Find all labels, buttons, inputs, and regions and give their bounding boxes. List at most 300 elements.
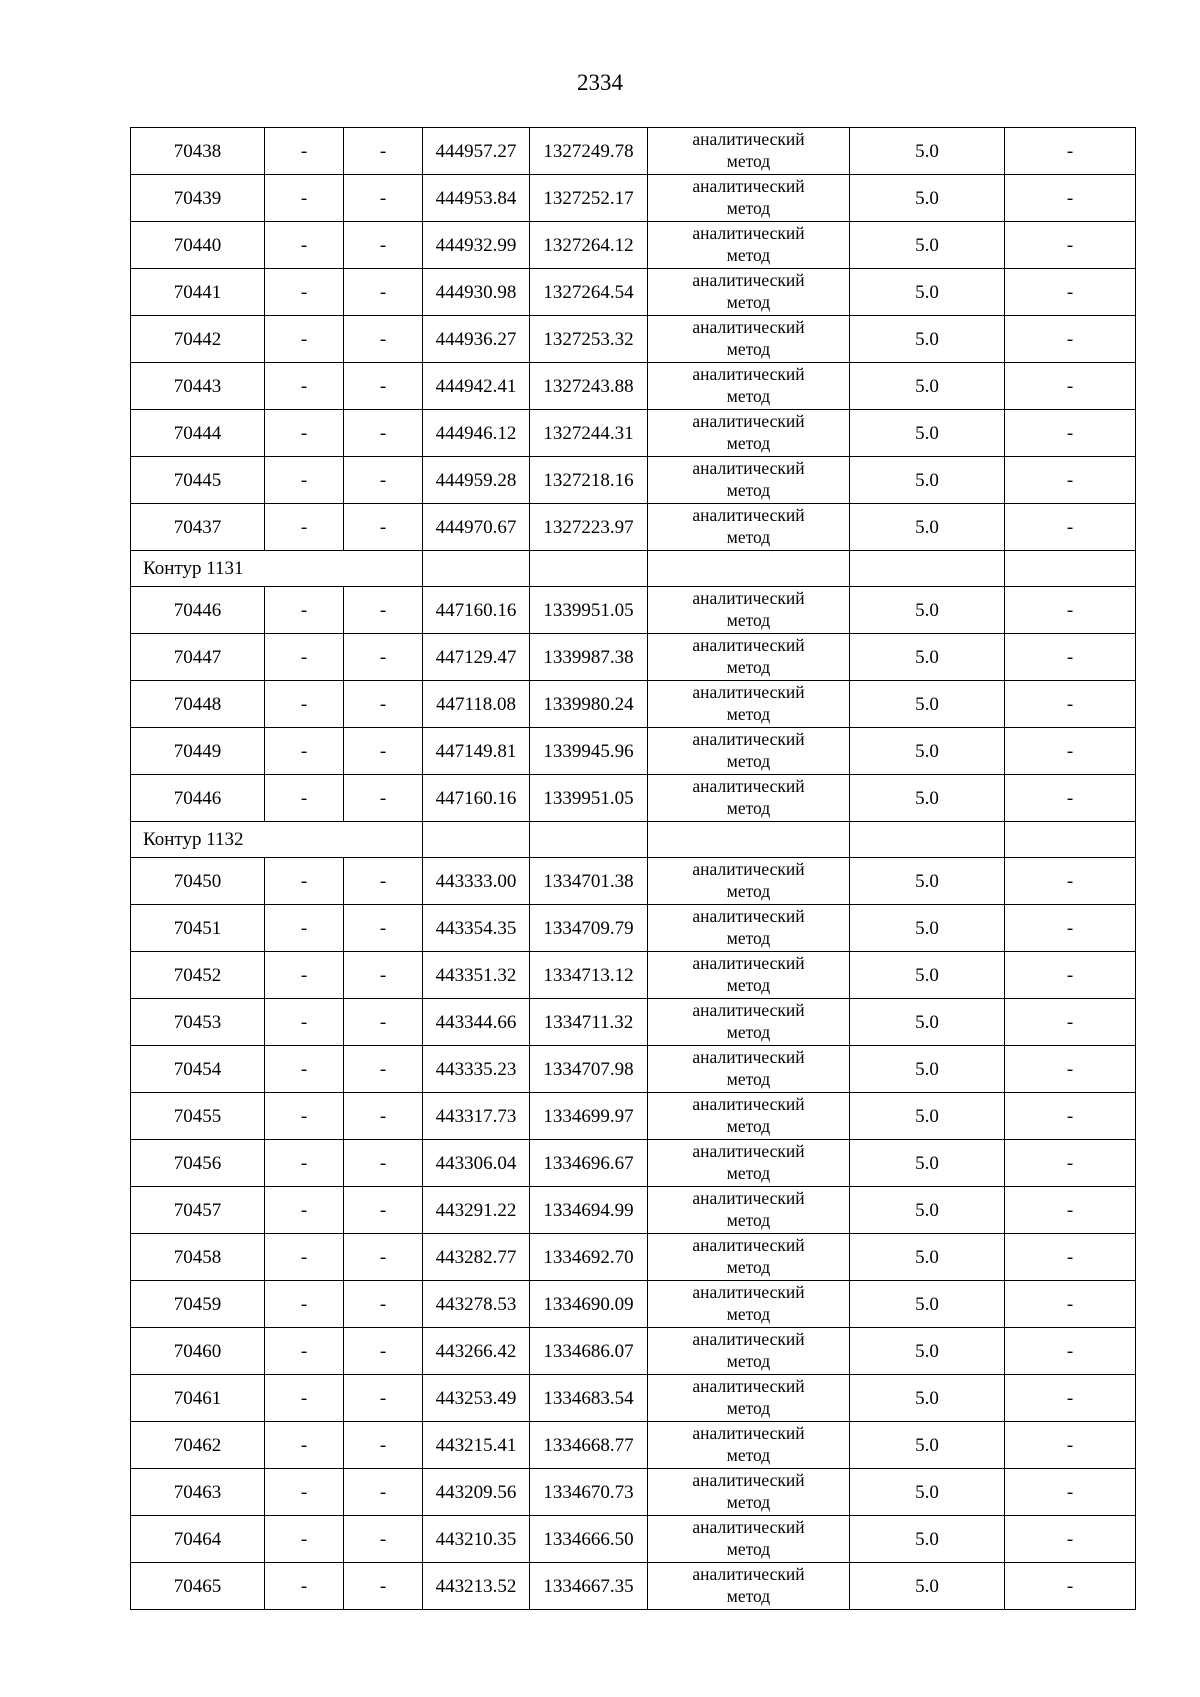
point-id-cell: 70456	[131, 1140, 265, 1187]
dash-cell: -	[344, 457, 423, 504]
point-id-cell: 70463	[131, 1469, 265, 1516]
method-line-1: аналитический	[692, 1376, 805, 1397]
table-row	[131, 175, 1136, 222]
point-id-cell: 70444	[131, 410, 265, 457]
table-row	[131, 222, 1136, 269]
y-coordinate-cell: 1334701.38	[530, 858, 648, 905]
x-coordinate-cell: 444942.41	[423, 363, 530, 410]
method-cell	[648, 1422, 850, 1469]
dash-cell: -	[1005, 952, 1136, 999]
dash-cell: -	[344, 775, 423, 822]
table-row	[131, 905, 1136, 952]
dash-cell: -	[344, 858, 423, 905]
dash-cell: -	[1005, 1328, 1136, 1375]
x-coordinate-cell: 443278.53	[423, 1281, 530, 1328]
y-coordinate-cell: 1327244.31	[530, 410, 648, 457]
dash-cell: -	[1005, 457, 1136, 504]
y-coordinate-cell: 1334692.70	[530, 1234, 648, 1281]
method-line-1: аналитический	[692, 953, 805, 974]
method-cell	[648, 952, 850, 999]
dash-cell: -	[344, 999, 423, 1046]
dash-cell: -	[344, 504, 423, 551]
y-coordinate-cell: 1327264.54	[530, 269, 648, 316]
point-id-cell: 70438	[131, 128, 265, 175]
accuracy-cell: 5.0	[850, 1234, 1005, 1281]
y-coordinate-cell: 1334683.54	[530, 1375, 648, 1422]
accuracy-cell: 5.0	[850, 999, 1005, 1046]
point-id-cell: 70452	[131, 952, 265, 999]
method-line-1: аналитический	[692, 270, 805, 291]
y-coordinate-cell: 1334667.35	[530, 1563, 648, 1610]
method-line-2: метод	[726, 1210, 771, 1230]
method-line-1: аналитический	[692, 1047, 805, 1068]
dash-cell: -	[344, 1328, 423, 1375]
accuracy-cell: 5.0	[850, 728, 1005, 775]
x-coordinate-cell: 443335.23	[423, 1046, 530, 1093]
accuracy-cell: 5.0	[850, 1375, 1005, 1422]
method-line-2: метод	[726, 704, 771, 724]
x-coordinate-cell: 443333.00	[423, 858, 530, 905]
x-coordinate-cell: 447160.16	[423, 587, 530, 634]
y-coordinate-cell: 1339945.96	[530, 728, 648, 775]
dash-cell: -	[265, 1469, 344, 1516]
method-line-2: метод	[726, 1492, 771, 1512]
table-row	[131, 1469, 1136, 1516]
empty-cell	[530, 551, 648, 587]
dash-cell: -	[344, 316, 423, 363]
empty-cell	[530, 822, 648, 858]
y-coordinate-cell: 1334711.32	[530, 999, 648, 1046]
empty-cell	[648, 551, 850, 587]
dash-cell: -	[265, 222, 344, 269]
method-line-1: аналитический	[692, 1000, 805, 1021]
dash-cell: -	[1005, 128, 1136, 175]
dash-cell: -	[1005, 858, 1136, 905]
page-number: 2334	[577, 70, 623, 95]
method-line-2: метод	[726, 1069, 771, 1089]
method-line-2: метод	[726, 610, 771, 630]
table-row	[131, 1140, 1136, 1187]
accuracy-cell: 5.0	[850, 1422, 1005, 1469]
table-row	[131, 504, 1136, 551]
method-line-2: метод	[726, 657, 771, 677]
x-coordinate-cell: 444930.98	[423, 269, 530, 316]
dash-cell: -	[344, 1046, 423, 1093]
dash-cell: -	[344, 175, 423, 222]
method-line-2: метод	[726, 1257, 771, 1277]
point-id-cell: 70465	[131, 1563, 265, 1610]
x-coordinate-cell: 447149.81	[423, 728, 530, 775]
method-cell	[648, 1469, 850, 1516]
method-line-2: метод	[726, 386, 771, 406]
x-coordinate-cell: 447160.16	[423, 775, 530, 822]
y-coordinate-cell: 1327223.97	[530, 504, 648, 551]
x-coordinate-cell: 443210.35	[423, 1516, 530, 1563]
method-line-2: метод	[726, 798, 771, 818]
dash-cell: -	[344, 952, 423, 999]
method-line-1: аналитический	[692, 682, 805, 703]
dash-cell: -	[265, 1140, 344, 1187]
accuracy-cell: 5.0	[850, 363, 1005, 410]
x-coordinate-cell: 443354.35	[423, 905, 530, 952]
y-coordinate-cell: 1327253.32	[530, 316, 648, 363]
method-line-2: метод	[726, 928, 771, 948]
dash-cell: -	[265, 175, 344, 222]
method-cell	[648, 222, 850, 269]
table-row	[131, 728, 1136, 775]
point-id-cell: 70460	[131, 1328, 265, 1375]
dash-cell: -	[265, 858, 344, 905]
method-cell	[648, 1328, 850, 1375]
table-row	[131, 1234, 1136, 1281]
table-row	[131, 681, 1136, 728]
dash-cell: -	[1005, 1516, 1136, 1563]
table-row	[131, 128, 1136, 175]
point-id-cell: 70450	[131, 858, 265, 905]
section-label: Контур 1131	[131, 551, 423, 587]
y-coordinate-cell: 1339980.24	[530, 681, 648, 728]
method-line-2: метод	[726, 151, 771, 171]
dash-cell: -	[265, 1375, 344, 1422]
method-line-2: метод	[726, 1116, 771, 1136]
method-line-1: аналитический	[692, 729, 805, 750]
accuracy-cell: 5.0	[850, 1046, 1005, 1093]
dash-cell: -	[1005, 905, 1136, 952]
method-line-2: метод	[726, 1445, 771, 1465]
dash-cell: -	[344, 1422, 423, 1469]
accuracy-cell: 5.0	[850, 775, 1005, 822]
method-cell	[648, 1375, 850, 1422]
y-coordinate-cell: 1327252.17	[530, 175, 648, 222]
y-coordinate-cell: 1334686.07	[530, 1328, 648, 1375]
dash-cell: -	[1005, 222, 1136, 269]
method-line-2: метод	[726, 339, 771, 359]
method-cell	[648, 634, 850, 681]
dash-cell: -	[265, 1187, 344, 1234]
point-id-cell: 70454	[131, 1046, 265, 1093]
method-line-1: аналитический	[692, 223, 805, 244]
table-row	[131, 1375, 1136, 1422]
x-coordinate-cell: 443351.32	[423, 952, 530, 999]
dash-cell: -	[344, 128, 423, 175]
dash-cell: -	[265, 728, 344, 775]
method-line-2: метод	[726, 245, 771, 265]
method-line-1: аналитический	[692, 906, 805, 927]
empty-cell	[423, 551, 530, 587]
table-body	[131, 128, 1136, 1610]
method-line-2: метод	[726, 975, 771, 995]
x-coordinate-cell: 444932.99	[423, 222, 530, 269]
dash-cell: -	[265, 587, 344, 634]
dash-cell: -	[1005, 1234, 1136, 1281]
method-cell	[648, 728, 850, 775]
method-line-1: аналитический	[692, 364, 805, 385]
method-line-2: метод	[726, 198, 771, 218]
y-coordinate-cell: 1327243.88	[530, 363, 648, 410]
dash-cell: -	[1005, 1563, 1136, 1610]
method-line-1: аналитический	[692, 1517, 805, 1538]
table-row	[131, 363, 1136, 410]
method-cell	[648, 410, 850, 457]
method-line-2: метод	[726, 881, 771, 901]
method-line-1: аналитический	[692, 411, 805, 432]
method-line-1: аналитический	[692, 588, 805, 609]
point-id-cell: 70457	[131, 1187, 265, 1234]
dash-cell: -	[1005, 1281, 1136, 1328]
method-line-1: аналитический	[692, 176, 805, 197]
dash-cell: -	[344, 410, 423, 457]
dash-cell: -	[344, 905, 423, 952]
method-cell	[648, 175, 850, 222]
accuracy-cell: 5.0	[850, 504, 1005, 551]
method-cell	[648, 316, 850, 363]
dash-cell: -	[265, 634, 344, 681]
accuracy-cell: 5.0	[850, 316, 1005, 363]
accuracy-cell: 5.0	[850, 952, 1005, 999]
section-row	[131, 551, 1136, 587]
y-coordinate-cell: 1339951.05	[530, 587, 648, 634]
y-coordinate-cell: 1334694.99	[530, 1187, 648, 1234]
point-id-cell: 70442	[131, 316, 265, 363]
dash-cell: -	[1005, 634, 1136, 681]
dash-cell: -	[265, 128, 344, 175]
table-row	[131, 269, 1136, 316]
accuracy-cell: 5.0	[850, 1328, 1005, 1375]
method-cell	[648, 681, 850, 728]
point-id-cell: 70455	[131, 1093, 265, 1140]
method-line-2: метод	[726, 1586, 771, 1606]
accuracy-cell: 5.0	[850, 1469, 1005, 1516]
dash-cell: -	[1005, 504, 1136, 551]
dash-cell: -	[265, 269, 344, 316]
y-coordinate-cell: 1334666.50	[530, 1516, 648, 1563]
dash-cell: -	[1005, 1422, 1136, 1469]
accuracy-cell: 5.0	[850, 858, 1005, 905]
method-line-2: метод	[726, 1398, 771, 1418]
dash-cell: -	[344, 1563, 423, 1610]
dash-cell: -	[344, 1516, 423, 1563]
method-line-2: метод	[726, 1022, 771, 1042]
dash-cell: -	[1005, 316, 1136, 363]
dash-cell: -	[265, 999, 344, 1046]
method-line-1: аналитический	[692, 317, 805, 338]
empty-cell	[1005, 822, 1136, 858]
method-line-2: метод	[726, 1539, 771, 1559]
method-cell	[648, 1187, 850, 1234]
y-coordinate-cell: 1327264.12	[530, 222, 648, 269]
method-line-2: метод	[726, 1304, 771, 1324]
method-line-1: аналитический	[692, 505, 805, 526]
point-id-cell: 70441	[131, 269, 265, 316]
x-coordinate-cell: 444959.28	[423, 457, 530, 504]
y-coordinate-cell: 1339987.38	[530, 634, 648, 681]
y-coordinate-cell: 1334709.79	[530, 905, 648, 952]
method-line-1: аналитический	[692, 1470, 805, 1491]
point-id-cell: 70453	[131, 999, 265, 1046]
point-id-cell: 70458	[131, 1234, 265, 1281]
point-id-cell: 70446	[131, 587, 265, 634]
x-coordinate-cell: 444953.84	[423, 175, 530, 222]
table-row	[131, 1563, 1136, 1610]
accuracy-cell: 5.0	[850, 128, 1005, 175]
point-id-cell: 70451	[131, 905, 265, 952]
dash-cell: -	[265, 457, 344, 504]
method-cell	[648, 905, 850, 952]
dash-cell: -	[1005, 1469, 1136, 1516]
table-row	[131, 410, 1136, 457]
dash-cell: -	[265, 1328, 344, 1375]
y-coordinate-cell: 1334690.09	[530, 1281, 648, 1328]
dash-cell: -	[265, 775, 344, 822]
method-cell	[648, 1140, 850, 1187]
dash-cell: -	[265, 681, 344, 728]
y-coordinate-cell: 1334668.77	[530, 1422, 648, 1469]
dash-cell: -	[1005, 1093, 1136, 1140]
accuracy-cell: 5.0	[850, 587, 1005, 634]
x-coordinate-cell: 443306.04	[423, 1140, 530, 1187]
accuracy-cell: 5.0	[850, 634, 1005, 681]
method-line-1: аналитический	[692, 1564, 805, 1585]
dash-cell: -	[1005, 1140, 1136, 1187]
point-id-cell: 70446	[131, 775, 265, 822]
dash-cell: -	[344, 681, 423, 728]
dash-cell: -	[1005, 1187, 1136, 1234]
table-row	[131, 1046, 1136, 1093]
method-line-2: метод	[726, 1163, 771, 1183]
method-cell	[648, 1046, 850, 1093]
point-id-cell: 70439	[131, 175, 265, 222]
empty-cell	[1005, 551, 1136, 587]
y-coordinate-cell: 1334670.73	[530, 1469, 648, 1516]
table-row	[131, 587, 1136, 634]
accuracy-cell: 5.0	[850, 410, 1005, 457]
method-line-2: метод	[726, 433, 771, 453]
dash-cell: -	[265, 952, 344, 999]
dash-cell: -	[344, 1375, 423, 1422]
dash-cell: -	[344, 1140, 423, 1187]
accuracy-cell: 5.0	[850, 1281, 1005, 1328]
point-id-cell: 70459	[131, 1281, 265, 1328]
dash-cell: -	[1005, 1046, 1136, 1093]
x-coordinate-cell: 443317.73	[423, 1093, 530, 1140]
method-cell	[648, 999, 850, 1046]
accuracy-cell: 5.0	[850, 681, 1005, 728]
method-cell	[648, 363, 850, 410]
dash-cell: -	[1005, 775, 1136, 822]
point-id-cell: 70437	[131, 504, 265, 551]
y-coordinate-cell: 1334713.12	[530, 952, 648, 999]
method-cell	[648, 457, 850, 504]
table-row	[131, 1422, 1136, 1469]
accuracy-cell: 5.0	[850, 222, 1005, 269]
section-label: Контур 1132	[131, 822, 423, 858]
dash-cell: -	[1005, 728, 1136, 775]
section-row	[131, 822, 1136, 858]
empty-cell	[648, 822, 850, 858]
x-coordinate-cell: 443209.56	[423, 1469, 530, 1516]
table-row	[131, 1281, 1136, 1328]
method-line-1: аналитический	[692, 129, 805, 150]
dash-cell: -	[344, 1234, 423, 1281]
method-cell	[648, 1281, 850, 1328]
dash-cell: -	[265, 1281, 344, 1328]
x-coordinate-cell: 443215.41	[423, 1422, 530, 1469]
empty-cell	[850, 551, 1005, 587]
table-row	[131, 952, 1136, 999]
dash-cell: -	[265, 1234, 344, 1281]
method-line-2: метод	[726, 480, 771, 500]
dash-cell: -	[344, 1187, 423, 1234]
x-coordinate-cell: 444970.67	[423, 504, 530, 551]
table-row	[131, 775, 1136, 822]
dash-cell: -	[1005, 681, 1136, 728]
table-row	[131, 1187, 1136, 1234]
dash-cell: -	[265, 316, 344, 363]
method-line-1: аналитический	[692, 1141, 805, 1162]
method-cell	[648, 128, 850, 175]
dash-cell: -	[265, 1093, 344, 1140]
point-id-cell: 70440	[131, 222, 265, 269]
accuracy-cell: 5.0	[850, 905, 1005, 952]
point-id-cell: 70449	[131, 728, 265, 775]
x-coordinate-cell: 447129.47	[423, 634, 530, 681]
method-cell	[648, 587, 850, 634]
dash-cell: -	[265, 504, 344, 551]
dash-cell: -	[265, 363, 344, 410]
method-cell	[648, 1093, 850, 1140]
dash-cell: -	[1005, 410, 1136, 457]
dash-cell: -	[344, 363, 423, 410]
coordinates-table	[130, 127, 1136, 1610]
method-line-2: метод	[726, 527, 771, 547]
point-id-cell: 70461	[131, 1375, 265, 1422]
y-coordinate-cell: 1334696.67	[530, 1140, 648, 1187]
method-line-1: аналитический	[692, 1329, 805, 1350]
point-id-cell: 70443	[131, 363, 265, 410]
point-id-cell: 70447	[131, 634, 265, 681]
method-line-1: аналитический	[692, 1423, 805, 1444]
x-coordinate-cell: 444946.12	[423, 410, 530, 457]
method-line-1: аналитический	[692, 1188, 805, 1209]
dash-cell: -	[344, 1281, 423, 1328]
accuracy-cell: 5.0	[850, 457, 1005, 504]
x-coordinate-cell: 443266.42	[423, 1328, 530, 1375]
dash-cell: -	[265, 905, 344, 952]
accuracy-cell: 5.0	[850, 1093, 1005, 1140]
method-cell	[648, 775, 850, 822]
dash-cell: -	[344, 1093, 423, 1140]
method-cell	[648, 504, 850, 551]
y-coordinate-cell: 1334699.97	[530, 1093, 648, 1140]
empty-cell	[423, 822, 530, 858]
dash-cell: -	[344, 1469, 423, 1516]
method-cell	[648, 858, 850, 905]
point-id-cell: 70445	[131, 457, 265, 504]
accuracy-cell: 5.0	[850, 1187, 1005, 1234]
table-row	[131, 316, 1136, 363]
dash-cell: -	[1005, 1375, 1136, 1422]
method-line-1: аналитический	[692, 859, 805, 880]
method-line-1: аналитический	[692, 458, 805, 479]
dash-cell: -	[344, 634, 423, 681]
dash-cell: -	[1005, 587, 1136, 634]
method-line-2: метод	[726, 292, 771, 312]
table-row	[131, 457, 1136, 504]
point-id-cell: 70464	[131, 1516, 265, 1563]
x-coordinate-cell: 447118.08	[423, 681, 530, 728]
method-line-2: метод	[726, 751, 771, 771]
x-coordinate-cell: 443344.66	[423, 999, 530, 1046]
